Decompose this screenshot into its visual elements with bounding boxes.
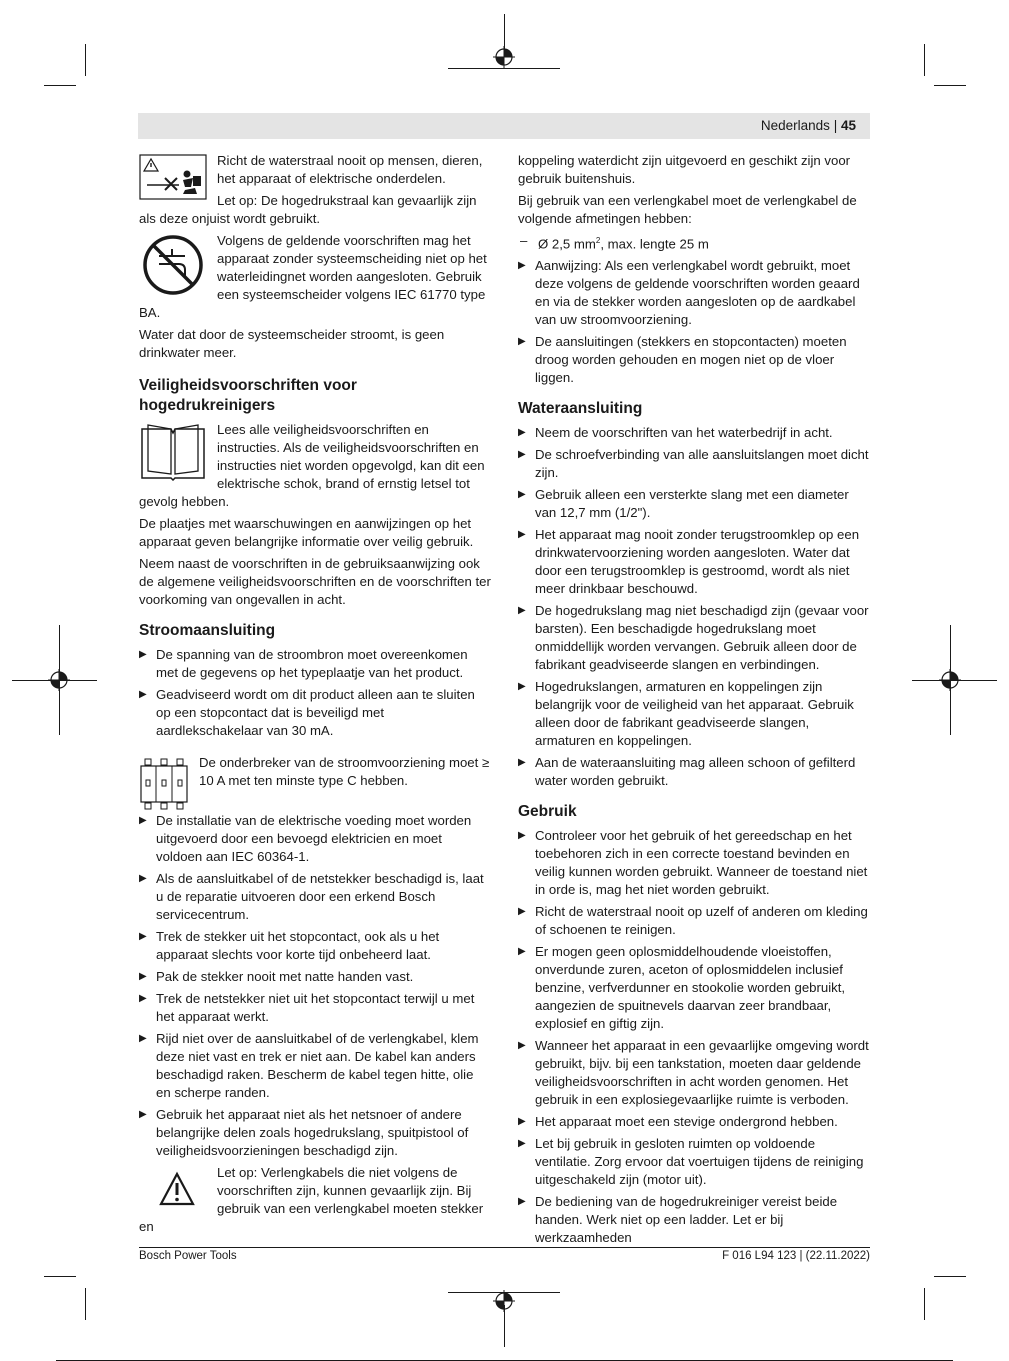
paragraph: Let op: Verlengkabels die niet volgens de voorschriften zijn, kunnen gevaarlijk zijn. Bij gebruik van een verlengkabel moeten stekker en [139,1165,484,1234]
circuit-breaker-icon [139,758,189,810]
registration-mark-icon [493,46,515,68]
crop-mark [448,68,560,69]
right-column [518,152,870,1251]
header-language: Nederlands [760,118,830,133]
no-direct-connection-icon [139,234,207,296]
list-item: ▶ De schroefverbinding van alle aansluitslangen moet dicht zijn. [518,446,870,482]
crop-mark [44,1276,76,1277]
dash-text: Ø 2,5 mm [538,236,596,252]
list-item: ▶ Gebruik het apparaat niet als het netsnoer of andere belangrijke delen zoals hogedrukslang, spuitpistool of veiligheidsvoorzieningen beschadigd zijn. [139,1106,491,1160]
left-column [139,152,491,1240]
registration-mark-icon [493,1290,515,1312]
footer-divider [139,1247,870,1248]
list-item: ▶ Er mogen geen oplosmiddelhoudende vloeistoffen, onverdunde zuren, aceton of oplosmiddelen inclusief benzine, verfverdunner en stookolie worden gebruikt, aangezien de spuitnevels daarvan zeer brandbaar, explosief en giftig zijn. [518,943,870,1033]
list-item: ▶ Rijd niet over de aansluitkabel of de verlengkabel, klem deze niet vast en trek er niet aan. De kabel kan anders beschadigd raken. Bescherm de kabel tegen hitte, olie en scherpe randen. [139,1030,491,1102]
list-item: ▶ Het apparaat mag nooit zonder terugstroomklep op een drinkwatervoorziening worden aangesloten. Water dat door een terugstroomklep is gestroomd, wordt als niet meer drinkbaar beschouwd. [518,526,870,598]
registration-mark-icon [48,669,70,691]
list-item: ▶ De spanning van de stroombron moet overeenkomen met de gegevens op het typeplaatje van het product. [139,646,491,682]
crop-mark [924,44,925,76]
list-item: ▶ Trek de stekker uit het stopcontact, ook als u het apparaat slechts voor korte tijd onbeheerd laat. [139,928,491,964]
section-heading: Veiligheidsvoorschriften voor hogedrukreinigers [139,377,357,414]
crop-mark [934,1276,966,1277]
paragraph: Lees alle veiligheidsvoorschriften en instructies. Als de veiligheidsvoorschriften en instructies niet worden opgevolgd, kan dit een elektrische schok, brand of ernstig letsel tot gevolg hebben. [139,422,485,509]
list-item: ▶ Het apparaat moet een stevige ondergrond hebben. [518,1113,870,1131]
list-item: ▶ Wanneer het apparaat in een gevaarlijke omgeving wordt gebruikt, bijv. bij een tankstation, moeten daar geldende veiligheidsvoorschriften in acht worden genomen. Het gebruik in een explosiegevaarlijke ruimte is verboden. [518,1037,870,1109]
page-header [138,113,870,139]
paragraph: Bij gebruik van een verlengkabel moet de verlengkabel de volgende afmetingen hebben: [518,193,857,226]
header-text [761,118,856,133]
warning-triangle-icon [139,1166,207,1212]
dash-item [518,232,870,253]
paragraph: Richt de waterstraal nooit op mensen, dieren, het apparaat of elektrische onderdelen. [217,153,483,186]
list-item: ▶ De hogedrukslang mag niet beschadigd zijn (gevaar voor barsten). Een beschadigde hogedrukslang moet onmiddellijk worden vervangen. Gebruik alleen door de fabrikant geadviseerde slangen en verbindingen. [518,602,870,674]
paragraph: Volgens de geldende voorschriften mag het apparaat zonder systeemscheiding niet op het waterleidingnet worden aangesloten. Gebruik een systeemscheider volgens IEC 61770 type BA. [139,233,487,320]
section-heading: Gebruik [518,803,577,821]
list-item: ▶ Pak de stekker nooit met natte handen vast. [139,968,491,986]
list-item: ▶ Aanwijzing: Als een verlengkabel wordt gebruikt, moet deze volgens de geldende voorschriften worden geaard en via de stekker worden aangesloten op de aardkabel van uw stroomvoorziening. [518,257,870,329]
crop-mark [44,85,76,86]
list-item: ▶ Geadviseerd wordt om dit product alleen aan te sluiten op een stopcontact dat is beveiligd met aardlekschakelaar van 30 mA. [139,686,491,740]
list-item: ▶ Let bij gebruik in gesloten ruimten op voldoende ventilatie. Zorg ervoor dat voertuigen tijdens de reiniging uitgeschakeld zijn (motor uit). [518,1135,870,1189]
paragraph: Let op: De hogedrukstraal kan gevaarlijk zijn als deze onjuist wordt gebruikt. [139,193,477,226]
list-item: ▶ Aan de wateraansluiting mag alleen schoon of gefilterd water worden gebruikt. [518,754,870,790]
list-item: ▶ De aansluitingen (stekkers en stopcontacten) moeten droog worden gehouden en mogen niet op de vloer liggen. [518,333,870,387]
paragraph: De onderbreker van de stroomvoorziening moet ≥ 10 A met ten minste type C hebben. [199,755,490,788]
crop-mark [934,85,966,86]
list-item: ▶ Gebruik alleen een versterkte slang met een diameter van 12,7 mm (1/2"). [518,486,870,522]
paragraph: Neem naast de voorschriften in de gebruiksaanwijzing ook de algemene veiligheidsvoorschriften en de voorschriften ter voorkoming van ongevallen in acht. [139,556,491,607]
section-heading: Wateraansluiting [518,400,643,418]
crop-mark [924,1288,925,1320]
list-item: ▶ Hogedrukslangen, armaturen en koppelingen zijn belangrijk voor de veiligheid van het apparaat. Gebruik alleen door de fabrikant geadviseerde slangen, armaturen en koppelingen. [518,678,870,750]
header-separator: | [833,118,838,133]
paragraph: Water dat door de systeemscheider stroomt, is geen drinkwater meer. [139,327,445,360]
registration-mark-icon [939,669,961,691]
dash-superscript: 2 [595,236,601,245]
list-item: ▶ Trek de netstekker niet uit het stopcontact terwijl u met het apparaat werkt. [139,990,491,1026]
section-heading: Stroomaansluiting [139,622,276,639]
spray-warning-icon [139,154,207,200]
footer-doc-number: F 016 L94 123 | (22.11.2022) [722,1250,870,1262]
paragraph: De plaatjes met waarschuwingen en aanwijzingen op het apparaat geven belangrijke informatie over veilig gebruik. [139,516,474,549]
list-item: ▶ Als de aansluitkabel of de netstekker beschadigd is, laat u de reparatie uitvoeren door een erkend Bosch servicecentrum. [139,870,491,924]
footer-brand: Bosch Power Tools [139,1250,237,1262]
list-item: ▶ Controleer voor het gebruik of het gereedschap en het toebehoren zich in een correcte toestand bevinden en veilig kunnen worden gebruikt. Wanneer de toestand niet in orde is, mag het niet worden gebruikt. [518,827,870,899]
read-manual-icon [139,423,207,481]
list-item: ▶ De installatie van de elektrische voeding moet worden uitgevoerd door een bevoegd elektricien en moet voldoen aan IEC 60364-1. [139,812,491,866]
dash-text: , max. lengte 25 m [600,236,709,252]
crop-mark [85,44,86,76]
paragraph: koppeling waterdicht zijn uitgevoerd en geschikt zijn voor gebruik buitenshuis. [518,153,851,186]
crop-mark [85,1288,86,1320]
list-item: ▶ Neem de voorschriften van het waterbedrijf in acht. [518,424,870,442]
list-item: ▶ Richt de waterstraal nooit op uzelf of anderen om kleding of schoenen te reinigen. [518,903,870,939]
list-item: ▶ De bediening van de hogedrukreiniger vereist beide handen. Werk niet op een ladder. Let er bij werkzaamheden [518,1193,870,1247]
page-number: 45 [840,118,856,133]
